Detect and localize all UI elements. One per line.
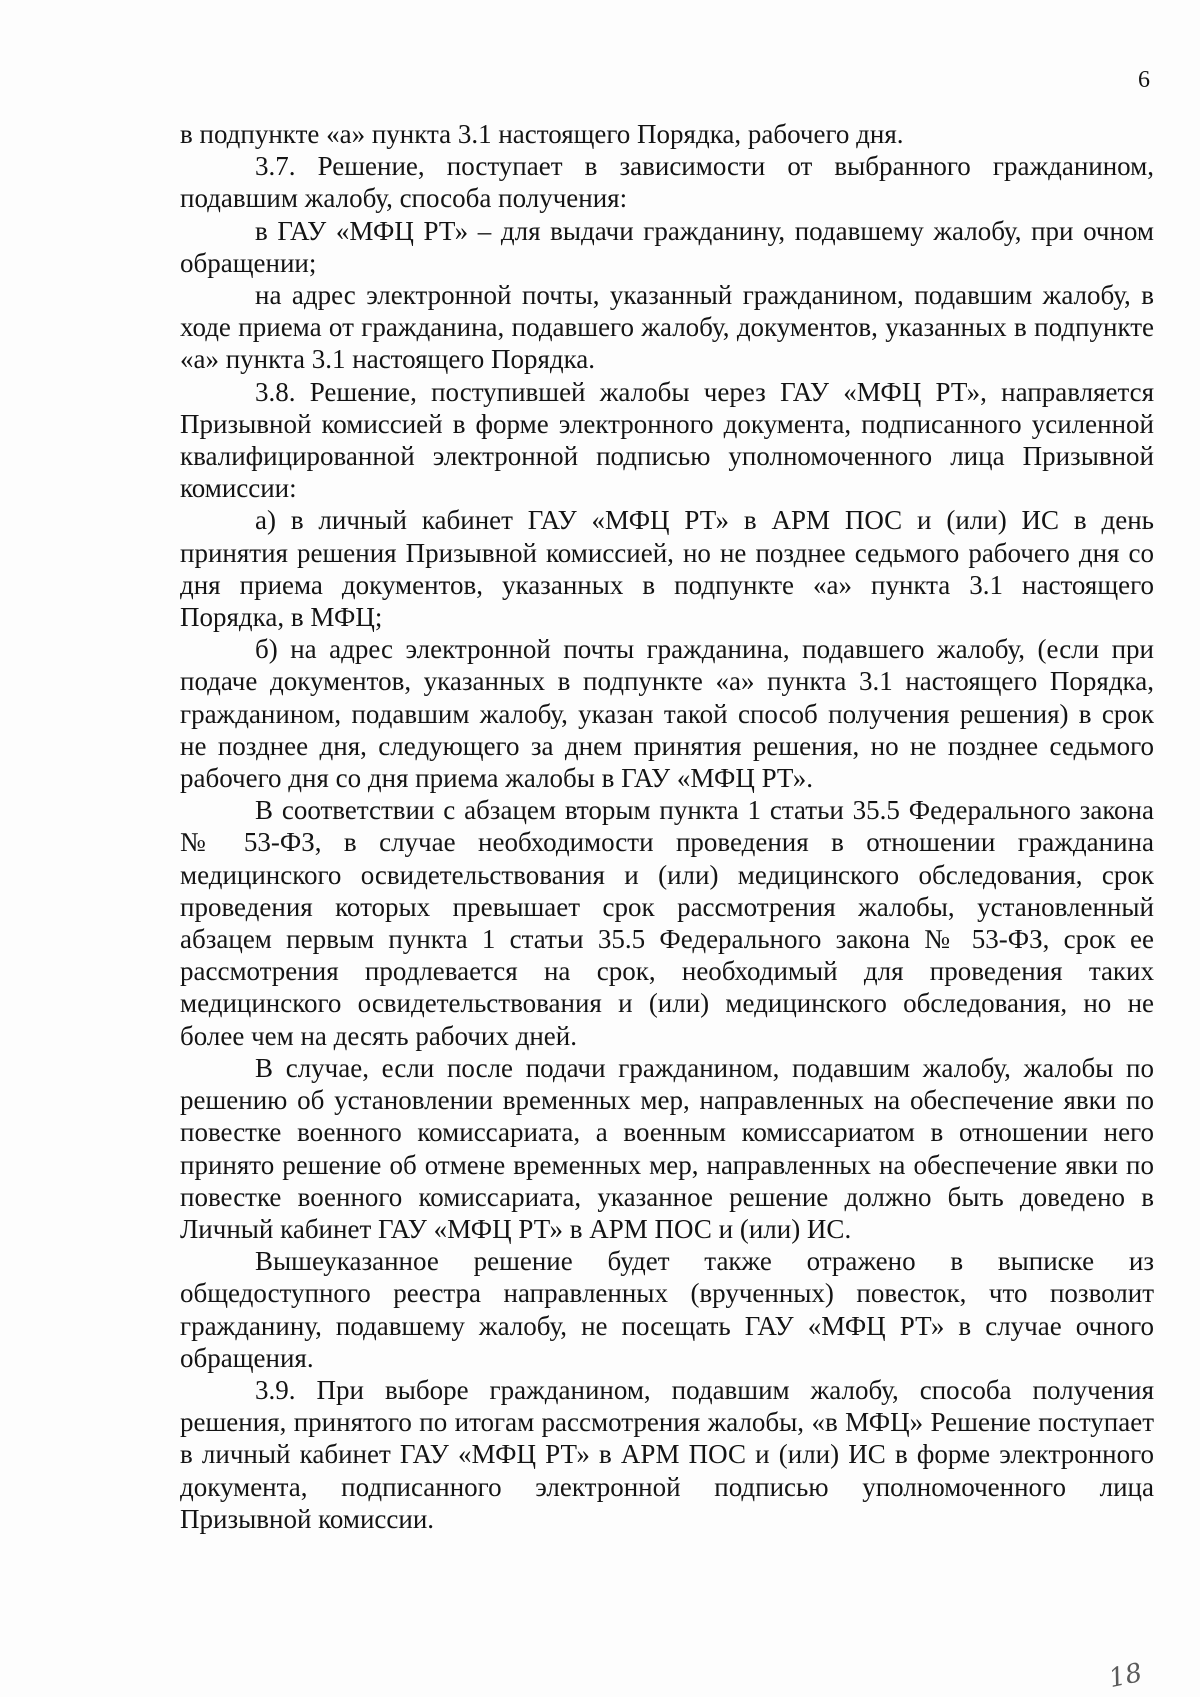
paragraph-3-8-a: а) в личный кабинет ГАУ «МФЦ РТ» в АРМ ПОС и (или) ИС в день принятия решения Призывной комиссией, но не позднее седьмого рабочего дня со дня приема документов, указанных в подпункте «а» пункта 3.1 настоящего Порядка, в МФЦ; bbox=[180, 505, 1154, 633]
paragraph-mfc-delivery: в ГАУ «МФЦ РТ» – для выдачи гражданину, подавшему жалобу, при очном обращении; bbox=[180, 215, 1154, 278]
paragraph-temporary-measures: В случае, если после подачи гражданином, подавшим жалобу, жалобы по решению об установлении временных мер, направленных на обеспечение явки по повестке военного комиссариата, а военным комиссариатом в отношении него принято решение об отмене временных мер, направленных на обеспечение явки по повестке военного комиссариата, указанное решение должно быть доведено в Личный кабинет ГАУ «МФЦ РТ» в АРМ ПОС и (или) ИС. bbox=[180, 1052, 1154, 1244]
paragraph-3-7: 3.7. Решение, поступает в зависимости от выбранного гражданином, подавшим жалобу, способа получения: bbox=[180, 151, 1154, 214]
paragraph-3-9: 3.9. При выборе гражданином, подавшим жалобу, способа получения решения, принятого по итогам рассмотрения жалобы, «в МФЦ» Решение поступает в личный кабинет ГАУ «МФЦ РТ» в АРМ ПОС и (или) ИС в форме электронного документа, подписанного электронной подписью уполномоченного лица Призывной комиссии. bbox=[180, 1374, 1154, 1534]
paragraph-register-extract: Вышеуказанное решение будет также отражено в выписке из общедоступного реестра направленных (врученных) повесток, что позволит гражданину, подавшему жалобу, не посещать ГАУ «МФЦ РТ» в случае очного обращения. bbox=[180, 1246, 1154, 1373]
page-number: 6 bbox=[1138, 67, 1150, 93]
paragraph-3-8-b: б) на адрес электронной почты гражданина, подавшего жалобу, (если при подаче документов, указанных в подпункте «а» пункта 3.1 настоящего Порядка, гражданином, подавшим жалобу, указан такой способ получения решения) в срок не позднее дня, следующего за днем принятия решения, но не позднее седьмого рабочего дня со дня приема жалобы в ГАУ «МФЦ РТ». bbox=[180, 634, 1154, 794]
handwritten-sheet-number: 18 bbox=[1106, 1657, 1145, 1695]
paragraph-federal-law: В соответствии с абзацем вторым пункта 1 статьи 35.5 Федерального закона № 53-ФЗ, в случае необходимости проведения в отношении гражданина медицинского освидетельствования и (или) медицинского обследования, срок проведения которых превышает срок рассмотрения жалобы, установленный абзацем первым пункта 1 статьи 35.5 Федерального закона № 53-ФЗ, срок ее рассмотрения продлевается на срок, необходимый для проведения таких медицинского освидетельствования и (или) медицинского обследования, но не более чем на десять рабочих дней. bbox=[180, 795, 1154, 1051]
paragraph-3-8: 3.8. Решение, поступившей жалобы через ГАУ «МФЦ РТ», направляется Призывной комиссией в форме электронного документа, подписанного усиленной квалифицированной электронной подписью уполномоченного лица Призывной комиссии: bbox=[180, 376, 1154, 504]
paragraph-email-delivery: на адрес электронной почты, указанный гражданином, подавшим жалобу, в ходе приема от гражданина, подавшего жалобу, документов, указанных в подпункте «а» пункта 3.1 настоящего Порядка. bbox=[180, 280, 1154, 375]
paragraph-continuation: в подпункте «а» пункта 3.1 настоящего Порядка, рабочего дня. bbox=[180, 119, 904, 149]
document-body bbox=[180, 118, 1154, 1535]
